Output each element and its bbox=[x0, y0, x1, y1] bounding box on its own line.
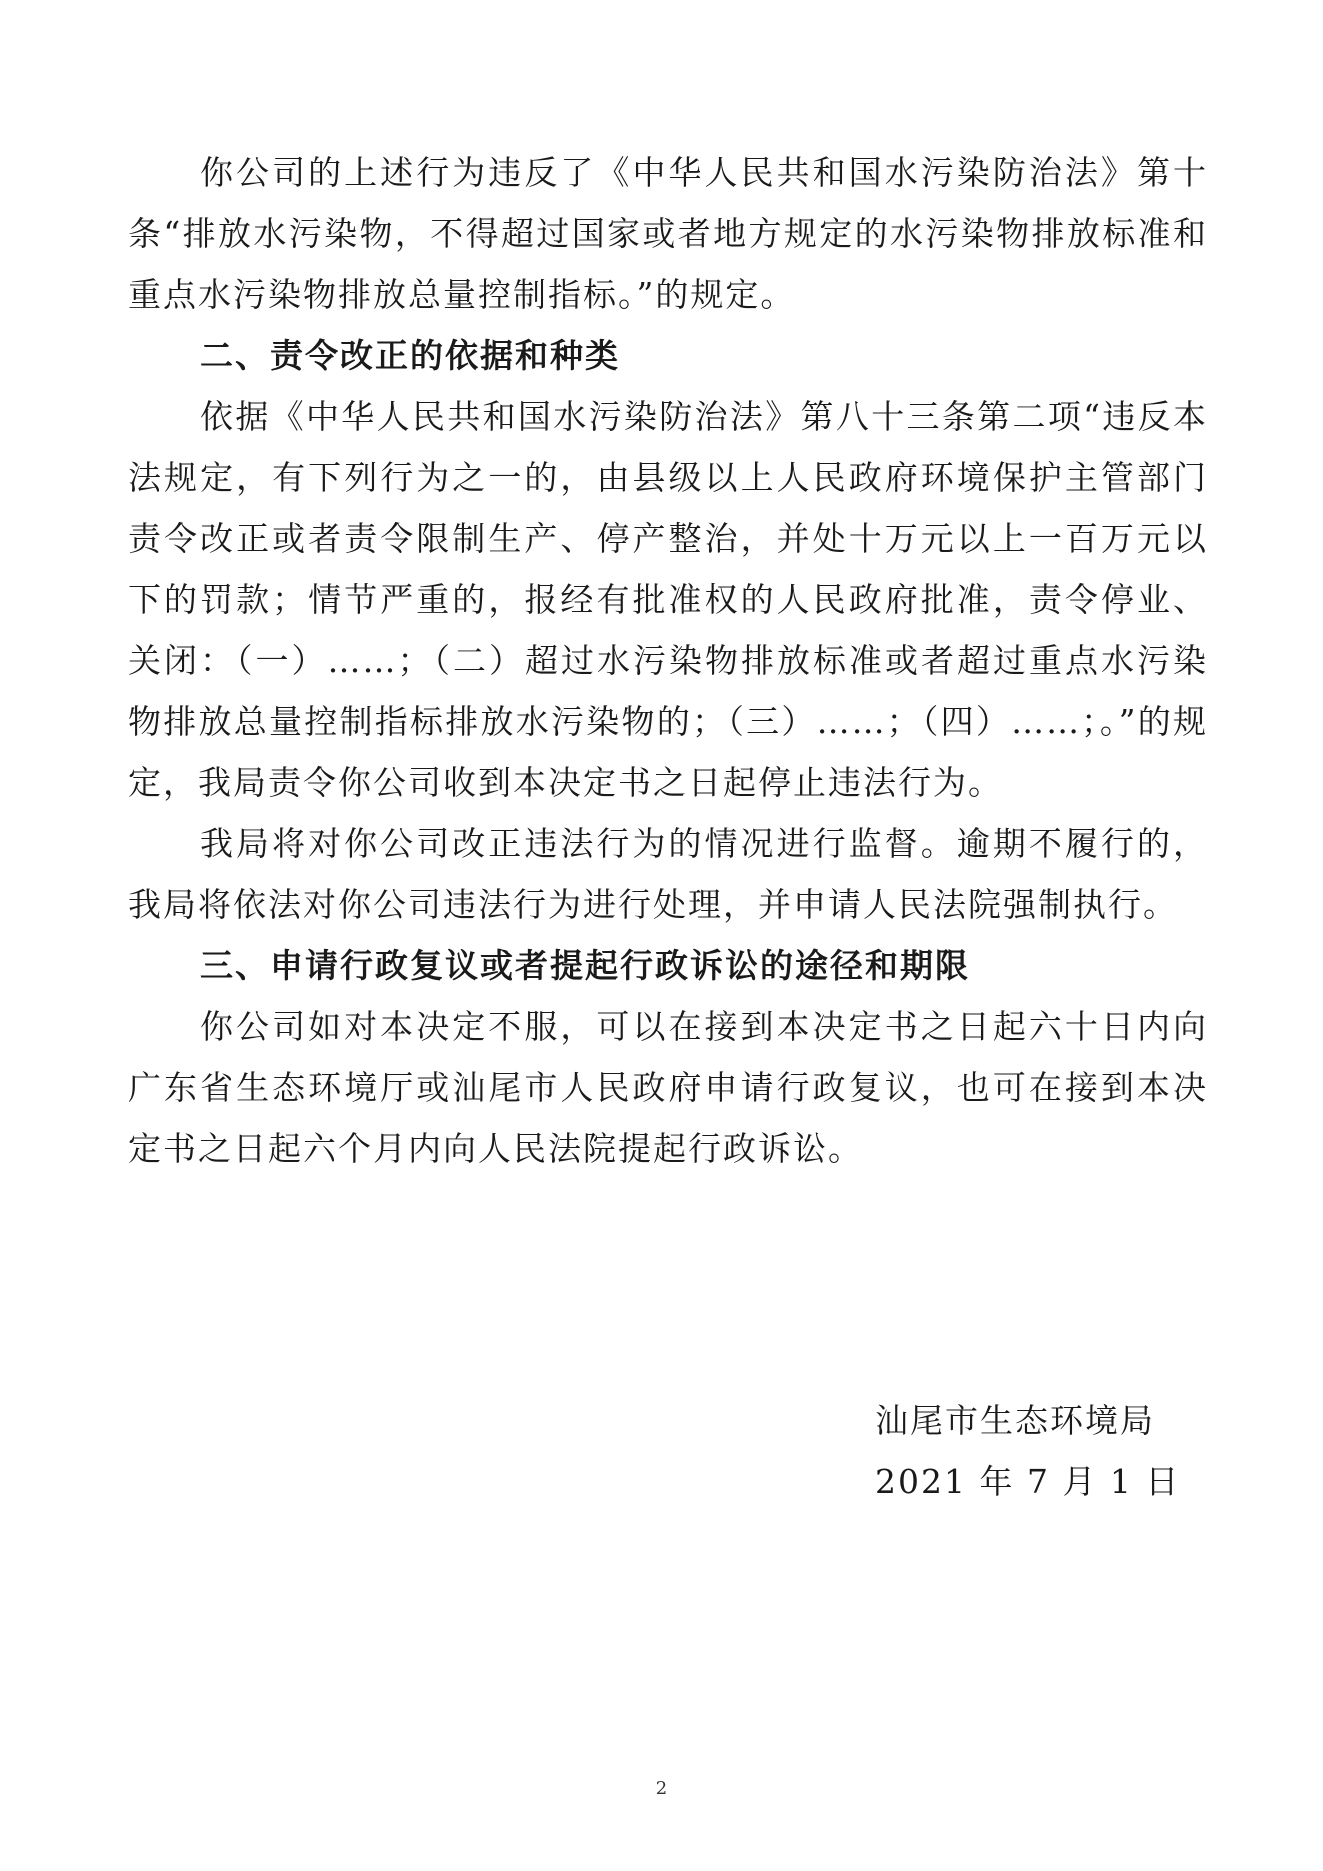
heading-correction-basis: 二、责令改正的依据和种类 bbox=[200, 336, 620, 375]
paragraph-appeal-rights: 你公司如对本决定不服，可以在接到本决定书之日起六十日内向广东省生态环境厅或汕尾市人民政府申请行政复议，也可在接到本决定书之日起六个月内向人民法院提起行政诉讼。 bbox=[128, 1007, 1208, 1168]
document-body bbox=[128, 142, 1208, 1179]
heading-appeal: 三、申请行政复议或者提起行政诉讼的途径和期限 bbox=[200, 946, 970, 985]
signature-block bbox=[875, 1390, 1180, 1512]
issue-date: 2021 年 7 月 1 日 bbox=[875, 1462, 1181, 1501]
paragraph-legal-basis: 依据《中华人民共和国水污染防治法》第八十三条第二项“违反本法规定，有下列行为之一的，由县级以上人民政府环境保护主管部门责令改正或者责令限制生产、停产整治，并处十万元以上一百万元以下的罚款；情节严重的，报经有批准权的人民政府批准，责令停业、关闭：（一）……；（二）超过水污染物排放标准或者超过重点水污染物排放总量控制指标排放水污染物的；（三）……；（四）……；。”的规定，我局责令你公司收到本决定书之日起停止违法行为。 bbox=[128, 397, 1208, 802]
paragraph-supervision: 我局将对你公司改正违法行为的情况进行监督。逾期不履行的，我局将依法对你公司违法行为进行处理，并申请人民法院强制执行。 bbox=[128, 824, 1208, 924]
issuer-name: 汕尾市生态环境局 bbox=[875, 1401, 1155, 1440]
paragraph-violation: 你公司的上述行为违反了《中华人民共和国水污染防治法》第十条“排放水污染物，不得超过国家或者地方规定的水污染物排放标准和重点水污染物排放总量控制指标。”的规定。 bbox=[128, 153, 1208, 314]
page-number: 2 bbox=[655, 1778, 668, 1799]
